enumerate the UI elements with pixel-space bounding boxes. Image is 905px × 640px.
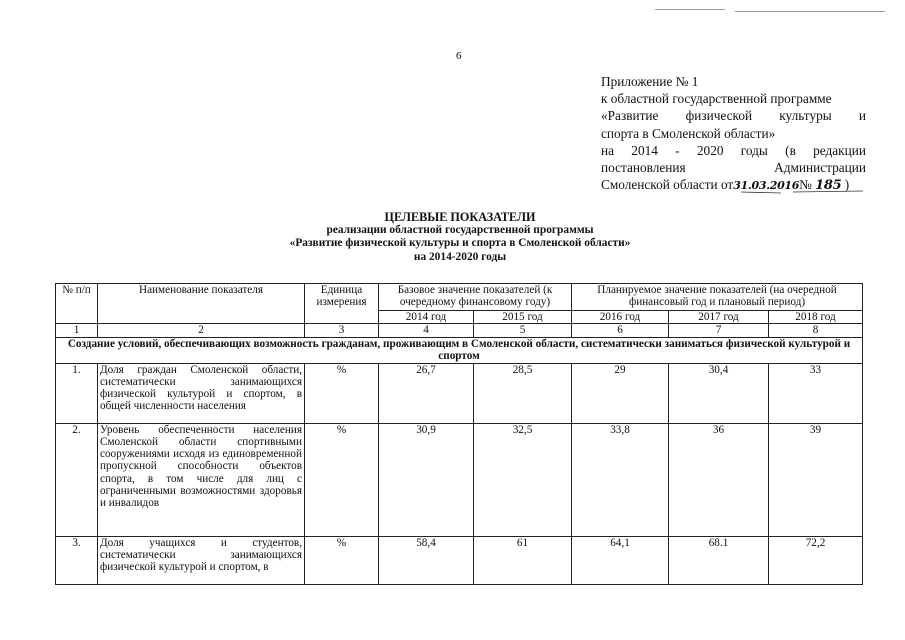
indicator-name: Доля учащихся и студентов, систематически занимающихся физической культурой и спортом, в xyxy=(98,536,305,584)
table-row xyxy=(56,423,863,536)
appendix-title: Приложение № 1 xyxy=(601,74,699,89)
handwritten-date: 31.03.2016 xyxy=(733,179,800,193)
column-number: 6 xyxy=(572,324,669,337)
value-cell: 30,4 xyxy=(669,363,769,423)
value-cell: 26,7 xyxy=(379,363,474,423)
appendix-line: к областной государственной программе xyxy=(601,91,832,107)
value-cell: 68.1 xyxy=(669,536,769,584)
appendix-line: спорта в Смоленской области» xyxy=(601,125,776,141)
header-year: 2016 год xyxy=(572,311,669,324)
handwritten-number: 185 xyxy=(815,178,842,194)
column-number: 1 xyxy=(56,324,98,337)
value-cell: 33 xyxy=(769,363,863,423)
unit-cell: % xyxy=(305,536,379,584)
closing-paren: ) xyxy=(844,177,850,193)
header-planned-value: Планируемое значение показателей (на очередной финансовый год и плановый период) xyxy=(572,284,863,311)
appendix-note xyxy=(601,73,866,194)
unit-cell: % xyxy=(305,363,379,423)
target-indicators-table xyxy=(55,283,863,585)
value-cell: 64,1 xyxy=(572,536,669,584)
header-unit: Единица измерения xyxy=(305,284,379,324)
appendix-signature-line xyxy=(601,176,866,194)
row-number: 3. xyxy=(56,536,98,584)
header-base-value: Базовое значение показателей (к очередному финансовому году) xyxy=(379,284,572,311)
number-sign: № xyxy=(799,177,812,193)
column-number: 7 xyxy=(669,324,769,337)
column-number: 2 xyxy=(98,324,305,337)
value-cell: 30,9 xyxy=(379,423,474,536)
column-number: 3 xyxy=(305,324,379,337)
unit-cell: % xyxy=(305,423,379,536)
header-year: 2015 год xyxy=(474,311,572,324)
page-number: 6 xyxy=(456,50,462,62)
row-number: 2. xyxy=(56,423,98,536)
appendix-line-prefix: Смоленской области от xyxy=(601,177,734,193)
header-num: № п/п xyxy=(56,284,98,324)
appendix-line: на 2014 - 2020 годы (в редакции xyxy=(601,142,866,158)
column-number: 5 xyxy=(474,324,572,337)
column-number: 8 xyxy=(769,324,863,337)
value-cell: 72,2 xyxy=(769,536,863,584)
document-heading xyxy=(120,211,800,264)
appendix-line: постановления Администрации xyxy=(601,160,866,176)
column-number: 4 xyxy=(379,324,474,337)
table-row xyxy=(56,363,863,423)
header-year: 2014 год xyxy=(379,311,474,324)
appendix-line: «Развитие физической культуры и xyxy=(601,108,866,124)
value-cell: 29 xyxy=(572,363,669,423)
header-year: 2018 год xyxy=(769,311,863,324)
section-title: Создание условий, обеспечивающих возможность гражданам, проживающим в Смоленской области, систематически заниматься физической культурой и спортом xyxy=(56,337,863,363)
value-cell: 58,4 xyxy=(379,536,474,584)
heading-title: ЦЕЛЕВЫЕ ПОКАЗАТЕЛИ xyxy=(384,210,536,224)
scan-artifact-line xyxy=(735,11,885,12)
value-cell: 28,5 xyxy=(474,363,572,423)
heading-period: на 2014-2020 годы xyxy=(413,250,507,263)
heading-subtitle: реализации областной государственной программы xyxy=(326,224,594,237)
table-row xyxy=(56,536,863,584)
indicator-name: Уровень обеспеченности населения Смоленской области спортивными сооружениями исходя из единовременной пропускной способности объектов спорта, в том числе для лиц с ограниченными возможностями здоровья и инвалидов xyxy=(98,423,305,536)
value-cell: 39 xyxy=(769,423,863,536)
value-cell: 61 xyxy=(474,536,572,584)
value-cell: 32,5 xyxy=(474,423,572,536)
underline-stroke xyxy=(741,189,871,195)
value-cell: 36 xyxy=(669,423,769,536)
header-name: Наименование показателя xyxy=(98,284,305,324)
heading-program-name: «Развитие физической культуры и спорта в Смоленской области» xyxy=(289,237,631,250)
scan-artifact-line xyxy=(655,9,725,10)
row-number: 1. xyxy=(56,363,98,423)
header-year: 2017 год xyxy=(669,311,769,324)
indicator-name: Доля граждан Смоленской области, систематически занимающихся физической культурой и спортом, в общей численности населения xyxy=(98,363,305,423)
value-cell: 33,8 xyxy=(572,423,669,536)
